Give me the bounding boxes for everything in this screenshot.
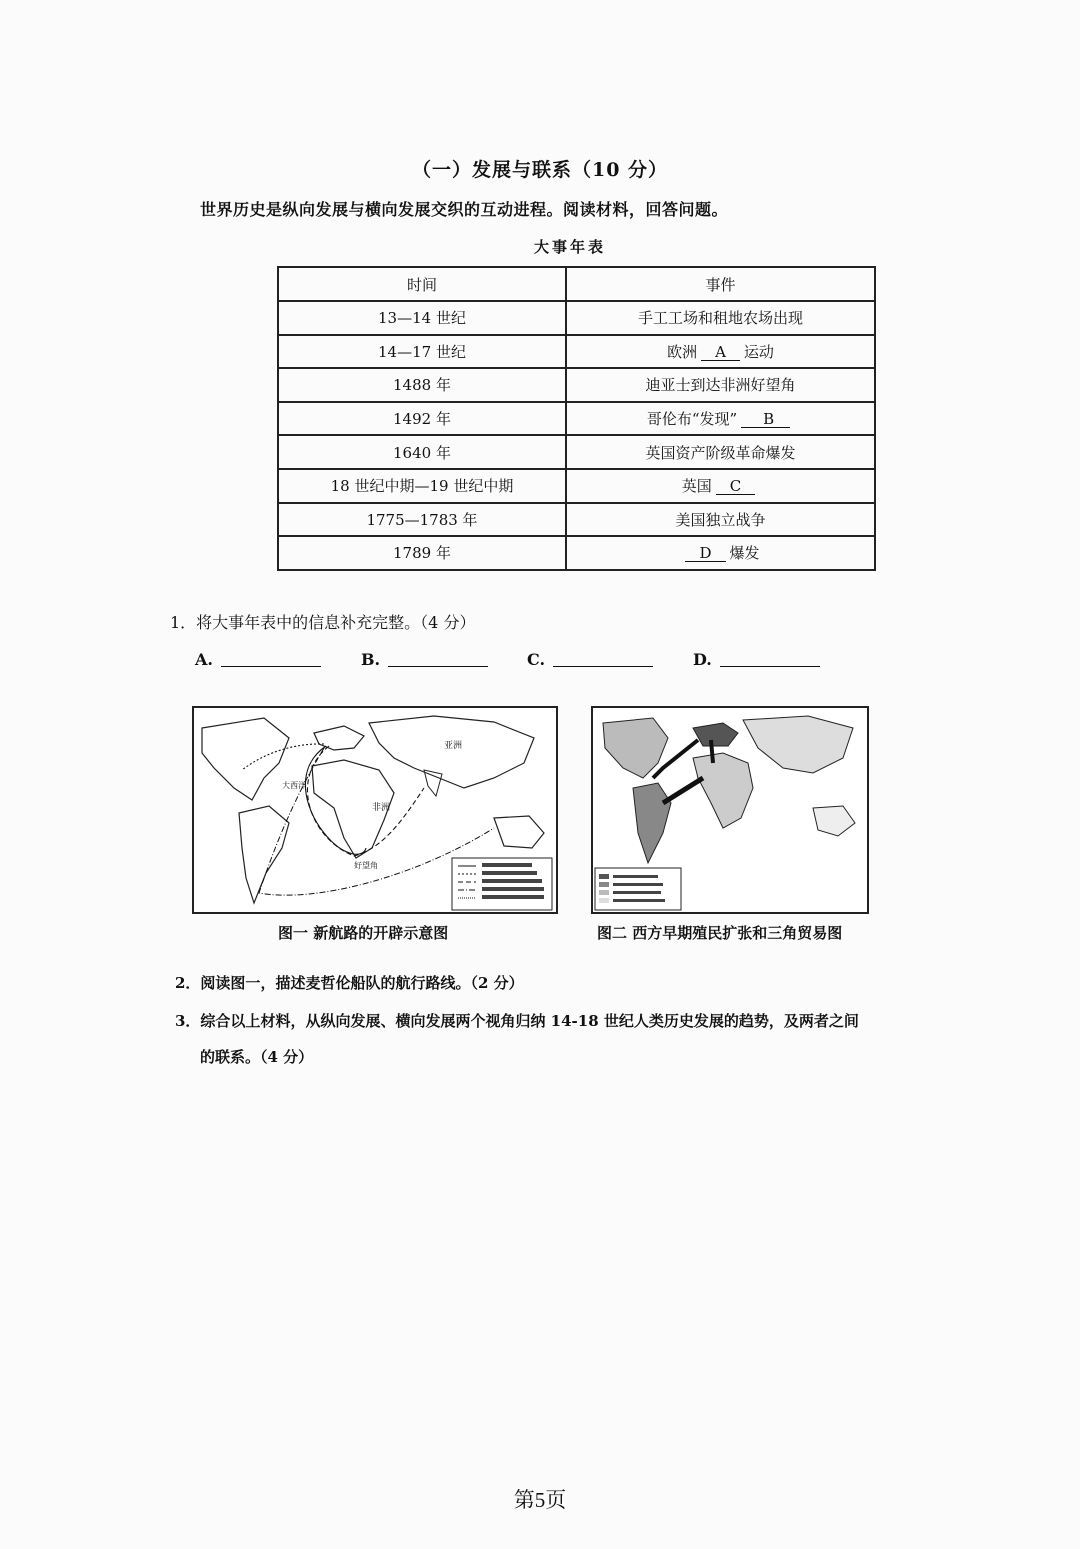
- legend-swatch-1: [599, 874, 609, 879]
- map-new-sea-routes: [192, 706, 558, 914]
- legend-text-5: [482, 895, 544, 899]
- legend-text-4: [613, 899, 665, 902]
- row-event: [566, 335, 875, 369]
- map-label-ocean: 大西洋: [282, 781, 306, 790]
- question-3-continued: 的联系。（4 分）: [200, 1048, 314, 1066]
- row-time: 1775—1783 年: [278, 503, 566, 537]
- table-row: [278, 402, 875, 436]
- legend-swatch-2: [599, 882, 609, 887]
- map-colonial-expansion: [591, 706, 869, 914]
- table-row: [278, 536, 875, 570]
- legend-text-4: [482, 887, 544, 891]
- row-event: 迪亚士到达非洲好望角: [566, 368, 875, 402]
- answer-b[interactable]: [361, 650, 488, 669]
- row-event: 手工工场和租地农场出现: [566, 301, 875, 335]
- landmass-africa: [693, 753, 753, 828]
- answer-d-line[interactable]: [720, 666, 820, 667]
- section-title: （一）发展与联系（10 分）: [411, 159, 669, 181]
- answer-c[interactable]: [527, 650, 653, 669]
- map-label-cape: 好望角: [354, 861, 378, 870]
- answer-d-label: D.: [693, 650, 712, 669]
- answer-d[interactable]: [693, 650, 820, 669]
- table-row: [278, 469, 875, 503]
- landmass-australia: [813, 806, 855, 836]
- table-row: [278, 335, 875, 369]
- answer-a-line[interactable]: [221, 666, 321, 667]
- row-time: 14—17 世纪: [278, 335, 566, 369]
- blank-c: C: [716, 478, 755, 495]
- answer-c-label: C.: [527, 650, 546, 669]
- landmass-south-america: [633, 783, 671, 863]
- landmass-south-america: [239, 806, 289, 903]
- events-table: [277, 266, 876, 571]
- landmass-india: [424, 770, 442, 796]
- row-time: 1789 年: [278, 536, 566, 570]
- table-row: [278, 368, 875, 402]
- event-suffix: 爆发: [729, 544, 760, 563]
- intro-text: 世界历史是纵向发展与横向发展交织的互动进程。阅读材料，回答问题。: [200, 200, 729, 219]
- answer-c-line[interactable]: [553, 666, 653, 667]
- legend-text-3: [613, 891, 661, 894]
- figure-2-caption: 图二 西方早期殖民扩张和三角贸易图: [597, 924, 843, 942]
- table-header-row: [278, 267, 875, 301]
- event-prefix: 欧洲: [667, 342, 698, 361]
- event-prefix: 英国: [681, 477, 712, 496]
- route-dias: [305, 746, 366, 854]
- landmass-north-america: [202, 718, 289, 800]
- map-label-asia: 亚洲: [444, 741, 463, 751]
- legend-text-2: [613, 883, 663, 886]
- legend-text-3: [482, 879, 542, 883]
- legend-swatch-3: [599, 890, 609, 895]
- table-row: [278, 435, 875, 469]
- map-new-sea-routes-svg: [194, 708, 556, 912]
- legend-text-1: [482, 863, 532, 867]
- row-time: 1488 年: [278, 368, 566, 402]
- legend-swatch-4: [599, 898, 609, 903]
- question-1: 1．将大事年表中的信息补充完整。（4 分）: [170, 613, 476, 632]
- trade-route-europe-africa: [711, 740, 713, 763]
- landmass-asia: [369, 716, 534, 788]
- row-event: [566, 469, 875, 503]
- blank-a: A: [701, 344, 740, 361]
- blank-d: D: [685, 545, 725, 562]
- legend-text-1: [613, 875, 658, 878]
- landmass-europe: [314, 726, 364, 750]
- question-2: 2．阅读图一，描述麦哲伦船队的航行路线。（2 分）: [175, 974, 524, 992]
- answer-a[interactable]: [195, 650, 321, 669]
- table-row: [278, 503, 875, 537]
- row-event: [566, 536, 875, 570]
- question-3: 3．综合以上材料，从纵向发展、横向发展两个视角归纳 14-18 世纪人类历史发展的趋势，及两者之间: [175, 1012, 859, 1030]
- map-colonial-expansion-svg: [593, 708, 867, 912]
- row-time: 18 世纪中期—19 世纪中期: [278, 469, 566, 503]
- row-event: [566, 402, 875, 436]
- landmass-asia: [743, 716, 853, 773]
- row-event: 美国独立战争: [566, 503, 875, 537]
- figure-1-caption: 图一 新航路的开辟示意图: [278, 924, 449, 942]
- landmass-north-america: [603, 718, 668, 778]
- trade-route-africa-americas: [663, 778, 703, 803]
- row-time: 13—14 世纪: [278, 301, 566, 335]
- landmass-europe: [693, 723, 738, 746]
- header-event: 事件: [566, 267, 875, 301]
- row-time: 1492 年: [278, 402, 566, 436]
- event-prefix: 哥伦布“发现”: [646, 410, 738, 429]
- answer-a-label: A.: [195, 650, 213, 669]
- legend-text-2: [482, 871, 537, 875]
- header-time: 时间: [278, 267, 566, 301]
- answer-b-line[interactable]: [388, 666, 488, 667]
- landmass-australia: [494, 816, 544, 848]
- map-label-africa: 非洲: [372, 803, 391, 813]
- event-suffix: 运动: [743, 342, 774, 361]
- answer-b-label: B.: [361, 650, 381, 669]
- blank-b: B: [741, 411, 790, 428]
- table-title: 大事年表: [533, 238, 606, 256]
- row-time: 1640 年: [278, 435, 566, 469]
- row-event: 英国资产阶级革命爆发: [566, 435, 875, 469]
- table-row: [278, 301, 875, 335]
- page-number: 第5页: [513, 1488, 567, 1512]
